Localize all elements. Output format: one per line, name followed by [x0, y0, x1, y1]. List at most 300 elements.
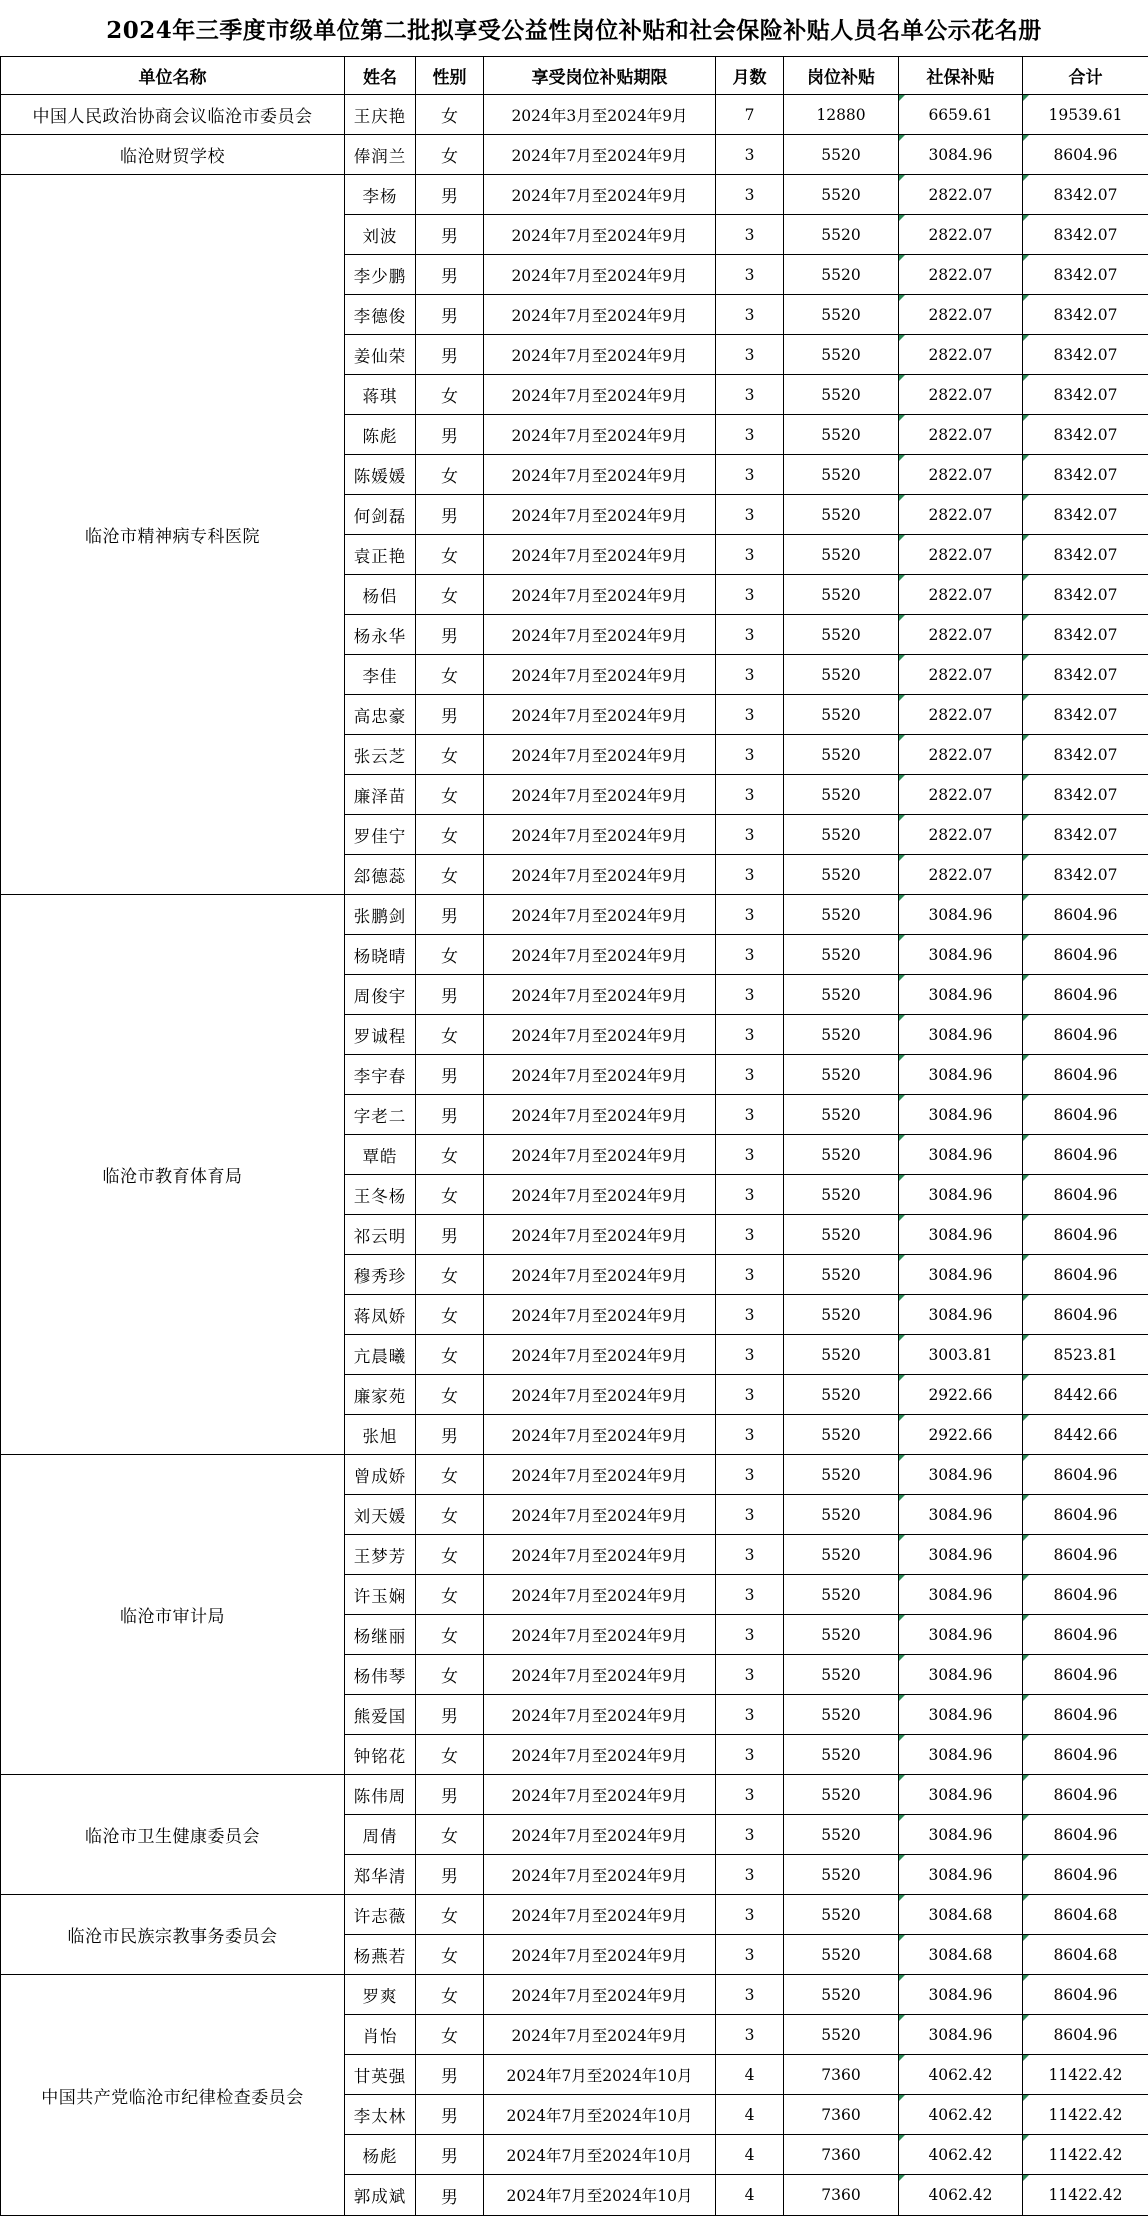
post-subsidy-cell: 5520: [784, 575, 899, 615]
months-cell: 3: [716, 1255, 784, 1295]
total-cell: 8604.68: [1023, 1895, 1148, 1935]
gender-cell: 女: [416, 855, 484, 895]
months-cell: 3: [716, 375, 784, 415]
subsidy-period-cell: 2024年7月至2024年9月: [484, 1175, 716, 1215]
gender-cell: 男: [416, 255, 484, 295]
subsidy-period-cell: 2024年7月至2024年10月: [484, 2095, 716, 2135]
gender-cell: 男: [416, 2135, 484, 2175]
social-subsidy-cell: 3084.96: [899, 1855, 1023, 1895]
subsidy-period-cell: 2024年7月至2024年9月: [484, 855, 716, 895]
gender-cell: 男: [416, 2095, 484, 2135]
subsidy-period-cell: 2024年7月至2024年9月: [484, 1495, 716, 1535]
table-row: [1, 95, 1148, 135]
person-name-cell: 罗爽: [345, 1975, 416, 2015]
gender-cell: 女: [416, 375, 484, 415]
social-subsidy-cell: 2822.07: [899, 815, 1023, 855]
total-cell: 8604.96: [1023, 135, 1148, 175]
person-name-cell: 蒋琪: [345, 375, 416, 415]
months-cell: 3: [716, 615, 784, 655]
subsidy-period-cell: 2024年7月至2024年9月: [484, 655, 716, 695]
gender-cell: 女: [416, 935, 484, 975]
person-name-cell: 张鹏剑: [345, 895, 416, 935]
subsidy-period-cell: 2024年7月至2024年9月: [484, 1015, 716, 1055]
person-name-cell: 蒋凤娇: [345, 1295, 416, 1335]
unit-name-cell: 临沧财贸学校: [1, 135, 345, 175]
subsidy-period-cell: 2024年7月至2024年9月: [484, 1135, 716, 1175]
post-subsidy-cell: 5520: [784, 1535, 899, 1575]
post-subsidy-cell: 5520: [784, 1095, 899, 1135]
subsidy-period-cell: 2024年7月至2024年9月: [484, 1775, 716, 1815]
person-name-cell: 袁正艳: [345, 535, 416, 575]
post-subsidy-cell: 5520: [784, 1175, 899, 1215]
social-subsidy-cell: 2822.07: [899, 415, 1023, 455]
subsidy-period-cell: 2024年7月至2024年9月: [484, 1215, 716, 1255]
unit-name-cell: 临沧市卫生健康委员会: [1, 1775, 345, 1895]
total-cell: 11422.42: [1023, 2175, 1148, 2216]
months-cell: 4: [716, 2135, 784, 2175]
post-subsidy-cell: 12880: [784, 95, 899, 135]
total-cell: 8604.96: [1023, 1175, 1148, 1215]
months-cell: 3: [716, 695, 784, 735]
months-cell: 3: [716, 1935, 784, 1975]
person-name-cell: 廉家苑: [345, 1375, 416, 1415]
header-name: 姓名: [345, 57, 416, 95]
gender-cell: 男: [416, 2055, 484, 2095]
social-subsidy-cell: 3084.96: [899, 975, 1023, 1015]
unit-name-cell: 临沧市审计局: [1, 1455, 345, 1775]
total-cell: 8342.07: [1023, 615, 1148, 655]
person-name-cell: 廉泽苗: [345, 775, 416, 815]
total-cell: 8342.07: [1023, 815, 1148, 855]
person-name-cell: 李太林: [345, 2095, 416, 2135]
total-cell: 8342.07: [1023, 415, 1148, 455]
total-cell: 8604.96: [1023, 1455, 1148, 1495]
total-cell: 8342.07: [1023, 575, 1148, 615]
post-subsidy-cell: 5520: [784, 975, 899, 1015]
subsidy-period-cell: 2024年7月至2024年9月: [484, 1695, 716, 1735]
person-name-cell: 杨继丽: [345, 1615, 416, 1655]
months-cell: 3: [716, 735, 784, 775]
total-cell: 8604.96: [1023, 975, 1148, 1015]
gender-cell: 男: [416, 695, 484, 735]
social-subsidy-cell: 2822.07: [899, 295, 1023, 335]
post-subsidy-cell: 5520: [784, 1735, 899, 1775]
document-title: 2024年三季度市级单位第二批拟享受公益性岗位补贴和社会保险补贴人员名单公示花名册: [106, 17, 1042, 44]
person-name-cell: 杨晓晴: [345, 935, 416, 975]
gender-cell: 男: [416, 975, 484, 1015]
social-subsidy-cell: 3003.81: [899, 1335, 1023, 1375]
social-subsidy-cell: 3084.96: [899, 1655, 1023, 1695]
subsidy-period-cell: 2024年7月至2024年9月: [484, 1535, 716, 1575]
person-name-cell: 李少鹏: [345, 255, 416, 295]
social-subsidy-cell: 3084.96: [899, 1175, 1023, 1215]
post-subsidy-cell: 5520: [784, 295, 899, 335]
months-cell: 3: [716, 335, 784, 375]
gender-cell: 女: [416, 1535, 484, 1575]
social-subsidy-cell: 3084.96: [899, 1015, 1023, 1055]
subsidy-period-cell: 2024年7月至2024年9月: [484, 815, 716, 855]
social-subsidy-cell: 2822.07: [899, 735, 1023, 775]
subsidy-period-cell: 2024年7月至2024年9月: [484, 335, 716, 375]
subsidy-period-cell: 2024年7月至2024年9月: [484, 695, 716, 735]
social-subsidy-cell: 3084.96: [899, 1575, 1023, 1615]
person-name-cell: 郐德蕊: [345, 855, 416, 895]
total-cell: 8523.81: [1023, 1335, 1148, 1375]
gender-cell: 男: [416, 895, 484, 935]
gender-cell: 男: [416, 1415, 484, 1455]
gender-cell: 女: [416, 1255, 484, 1295]
months-cell: 3: [716, 1455, 784, 1495]
post-subsidy-cell: 5520: [784, 1895, 899, 1935]
total-cell: 8604.96: [1023, 1615, 1148, 1655]
months-cell: 3: [716, 1015, 784, 1055]
social-subsidy-cell: 3084.96: [899, 1215, 1023, 1255]
total-cell: 8342.07: [1023, 335, 1148, 375]
total-cell: 8604.96: [1023, 1815, 1148, 1855]
social-subsidy-cell: 2822.07: [899, 535, 1023, 575]
gender-cell: 女: [416, 1815, 484, 1855]
months-cell: 3: [716, 1175, 784, 1215]
gender-cell: 女: [416, 1495, 484, 1535]
person-name-cell: 杨永华: [345, 615, 416, 655]
subsidy-period-cell: 2024年7月至2024年9月: [484, 255, 716, 295]
months-cell: 3: [716, 175, 784, 215]
social-subsidy-cell: 3084.96: [899, 1615, 1023, 1655]
total-cell: 8604.96: [1023, 1215, 1148, 1255]
gender-cell: 男: [416, 175, 484, 215]
post-subsidy-cell: 5520: [784, 335, 899, 375]
person-name-cell: 李佳: [345, 655, 416, 695]
gender-cell: 女: [416, 135, 484, 175]
total-cell: 8604.96: [1023, 1135, 1148, 1175]
person-name-cell: 甘英强: [345, 2055, 416, 2095]
months-cell: 4: [716, 2175, 784, 2216]
social-subsidy-cell: 2822.07: [899, 615, 1023, 655]
total-cell: 8442.66: [1023, 1415, 1148, 1455]
social-subsidy-cell: 3084.96: [899, 935, 1023, 975]
gender-cell: 女: [416, 535, 484, 575]
post-subsidy-cell: 5520: [784, 1615, 899, 1655]
header-months: 月数: [716, 57, 784, 95]
total-cell: 8342.07: [1023, 375, 1148, 415]
subsidy-period-cell: 2024年7月至2024年9月: [484, 1615, 716, 1655]
total-cell: 8604.96: [1023, 1295, 1148, 1335]
table-row: [1, 1775, 1148, 1815]
total-cell: 8604.96: [1023, 895, 1148, 935]
post-subsidy-cell: 5520: [784, 935, 899, 975]
gender-cell: 女: [416, 1975, 484, 2015]
gender-cell: 男: [416, 415, 484, 455]
gender-cell: 女: [416, 1895, 484, 1935]
social-subsidy-cell: 2822.07: [899, 855, 1023, 895]
subsidy-period-cell: 2024年7月至2024年9月: [484, 1935, 716, 1975]
post-subsidy-cell: 5520: [784, 455, 899, 495]
post-subsidy-cell: 5520: [784, 1375, 899, 1415]
gender-cell: 女: [416, 1335, 484, 1375]
subsidy-period-cell: 2024年7月至2024年9月: [484, 1335, 716, 1375]
post-subsidy-cell: 5520: [784, 735, 899, 775]
months-cell: 3: [716, 1855, 784, 1895]
social-subsidy-cell: 3084.96: [899, 1255, 1023, 1295]
social-subsidy-cell: 4062.42: [899, 2095, 1023, 2135]
gender-cell: 女: [416, 655, 484, 695]
post-subsidy-cell: 5520: [784, 215, 899, 255]
post-subsidy-cell: 5520: [784, 1455, 899, 1495]
post-subsidy-cell: 5520: [784, 415, 899, 455]
post-subsidy-cell: 5520: [784, 1695, 899, 1735]
subsidy-period-cell: 2024年7月至2024年9月: [484, 735, 716, 775]
post-subsidy-cell: 5520: [784, 695, 899, 735]
header-total: 合计: [1023, 57, 1148, 95]
months-cell: 3: [716, 1135, 784, 1175]
post-subsidy-cell: 5520: [784, 2015, 899, 2055]
subsidy-period-cell: 2024年7月至2024年9月: [484, 1855, 716, 1895]
person-name-cell: 字老二: [345, 1095, 416, 1135]
total-cell: 8604.96: [1023, 1495, 1148, 1535]
social-subsidy-cell: 4062.42: [899, 2175, 1023, 2216]
person-name-cell: 穆秀珍: [345, 1255, 416, 1295]
header-unit: 单位名称: [1, 57, 345, 95]
post-subsidy-cell: 7360: [784, 2175, 899, 2216]
gender-cell: 女: [416, 1015, 484, 1055]
social-subsidy-cell: 3084.96: [899, 1535, 1023, 1575]
months-cell: 3: [716, 535, 784, 575]
gender-cell: 男: [416, 1775, 484, 1815]
subsidy-period-cell: 2024年7月至2024年10月: [484, 2135, 716, 2175]
months-cell: 3: [716, 255, 784, 295]
months-cell: 7: [716, 95, 784, 135]
total-cell: 8604.96: [1023, 1255, 1148, 1295]
person-name-cell: 高忠豪: [345, 695, 416, 735]
social-subsidy-cell: 3084.96: [899, 1055, 1023, 1095]
person-name-cell: 何剑磊: [345, 495, 416, 535]
months-cell: 3: [716, 295, 784, 335]
social-subsidy-cell: 3084.96: [899, 135, 1023, 175]
gender-cell: 男: [416, 1095, 484, 1135]
subsidy-period-cell: 2024年7月至2024年9月: [484, 535, 716, 575]
person-name-cell: 张旭: [345, 1415, 416, 1455]
gender-cell: 男: [416, 295, 484, 335]
subsidy-period-cell: 2024年7月至2024年9月: [484, 1375, 716, 1415]
gender-cell: 男: [416, 1215, 484, 1255]
subsidy-period-cell: 2024年7月至2024年9月: [484, 1815, 716, 1855]
gender-cell: 男: [416, 1695, 484, 1735]
gender-cell: 男: [416, 495, 484, 535]
total-cell: 8342.07: [1023, 655, 1148, 695]
person-name-cell: 钟铭花: [345, 1735, 416, 1775]
unit-name-cell: 临沧市民族宗教事务委员会: [1, 1895, 345, 1975]
table-row: [1, 1455, 1148, 1495]
post-subsidy-cell: 5520: [784, 1655, 899, 1695]
person-name-cell: 罗佳宁: [345, 815, 416, 855]
subsidy-period-cell: 2024年7月至2024年9月: [484, 2015, 716, 2055]
total-cell: 8604.96: [1023, 1695, 1148, 1735]
post-subsidy-cell: 5520: [784, 1255, 899, 1295]
subsidy-period-cell: 2024年7月至2024年9月: [484, 975, 716, 1015]
months-cell: 4: [716, 2095, 784, 2135]
total-cell: 11422.42: [1023, 2055, 1148, 2095]
header-post-subsidy: 岗位补贴: [784, 57, 899, 95]
social-subsidy-cell: 3084.96: [899, 1815, 1023, 1855]
table-row: [1, 175, 1148, 215]
total-cell: 8342.07: [1023, 295, 1148, 335]
post-subsidy-cell: 5520: [784, 1495, 899, 1535]
months-cell: 3: [716, 215, 784, 255]
social-subsidy-cell: 2922.66: [899, 1415, 1023, 1455]
person-name-cell: 郑华清: [345, 1855, 416, 1895]
person-name-cell: 李杨: [345, 175, 416, 215]
person-name-cell: 罗诚程: [345, 1015, 416, 1055]
post-subsidy-cell: 5520: [784, 1335, 899, 1375]
social-subsidy-cell: 2822.07: [899, 375, 1023, 415]
subsidy-period-cell: 2024年7月至2024年9月: [484, 1415, 716, 1455]
unit-name-cell: 中国共产党临沧市纪律检查委员会: [1, 1975, 345, 2216]
social-subsidy-cell: 3084.68: [899, 1895, 1023, 1935]
gender-cell: 女: [416, 1375, 484, 1415]
header-period: 享受岗位补贴期限: [484, 57, 716, 95]
post-subsidy-cell: 5520: [784, 615, 899, 655]
unit-name-cell: 中国人民政治协商会议临沧市委员会: [1, 95, 345, 135]
months-cell: 3: [716, 1375, 784, 1415]
table-row: [1, 1895, 1148, 1935]
person-name-cell: 肖怡: [345, 2015, 416, 2055]
post-subsidy-cell: 5520: [784, 1015, 899, 1055]
post-subsidy-cell: 5520: [784, 815, 899, 855]
social-subsidy-cell: 2822.07: [899, 335, 1023, 375]
months-cell: 3: [716, 1535, 784, 1575]
person-name-cell: 张云芝: [345, 735, 416, 775]
total-cell: 8604.96: [1023, 1535, 1148, 1575]
total-cell: 8342.07: [1023, 855, 1148, 895]
person-name-cell: 许玉娴: [345, 1575, 416, 1615]
total-cell: 8342.07: [1023, 535, 1148, 575]
post-subsidy-cell: 5520: [784, 255, 899, 295]
months-cell: 3: [716, 2015, 784, 2055]
subsidy-period-cell: 2024年7月至2024年9月: [484, 415, 716, 455]
gender-cell: 女: [416, 735, 484, 775]
months-cell: 4: [716, 2055, 784, 2095]
person-name-cell: 周俊宇: [345, 975, 416, 1015]
subsidy-period-cell: 2024年7月至2024年9月: [484, 175, 716, 215]
gender-cell: 女: [416, 1735, 484, 1775]
subsidy-period-cell: 2024年7月至2024年9月: [484, 615, 716, 655]
social-subsidy-cell: 2822.07: [899, 495, 1023, 535]
unit-name-cell: 临沧市精神病专科医院: [1, 175, 345, 895]
person-name-cell: 亢晨曦: [345, 1335, 416, 1375]
months-cell: 3: [716, 1295, 784, 1335]
subsidy-period-cell: 2024年7月至2024年9月: [484, 1055, 716, 1095]
table-row: [1, 1975, 1148, 2015]
subsidy-period-cell: 2024年7月至2024年9月: [484, 375, 716, 415]
total-cell: 8604.96: [1023, 1855, 1148, 1895]
total-cell: 8342.07: [1023, 775, 1148, 815]
months-cell: 3: [716, 895, 784, 935]
social-subsidy-cell: 3084.96: [899, 1975, 1023, 2015]
total-cell: 8604.96: [1023, 1775, 1148, 1815]
social-subsidy-cell: 3084.96: [899, 1295, 1023, 1335]
months-cell: 3: [716, 1335, 784, 1375]
total-cell: 8342.07: [1023, 455, 1148, 495]
months-cell: 3: [716, 1495, 784, 1535]
months-cell: 3: [716, 855, 784, 895]
post-subsidy-cell: 5520: [784, 655, 899, 695]
months-cell: 3: [716, 1695, 784, 1735]
social-subsidy-cell: 2922.66: [899, 1375, 1023, 1415]
gender-cell: 女: [416, 2015, 484, 2055]
total-cell: 8342.07: [1023, 175, 1148, 215]
social-subsidy-cell: 4062.42: [899, 2055, 1023, 2095]
post-subsidy-cell: 5520: [784, 375, 899, 415]
months-cell: 3: [716, 1215, 784, 1255]
months-cell: 3: [716, 1655, 784, 1695]
post-subsidy-cell: 5520: [784, 135, 899, 175]
post-subsidy-cell: 5520: [784, 1135, 899, 1175]
person-name-cell: 杨侣: [345, 575, 416, 615]
subsidy-period-cell: 2024年7月至2024年9月: [484, 1655, 716, 1695]
months-cell: 3: [716, 975, 784, 1015]
total-cell: 8342.07: [1023, 495, 1148, 535]
post-subsidy-cell: 5520: [784, 855, 899, 895]
header-row: [1, 57, 1148, 95]
subsidy-period-cell: 2024年7月至2024年9月: [484, 1455, 716, 1495]
header-gender: 性别: [416, 57, 484, 95]
person-name-cell: 杨燕若: [345, 1935, 416, 1975]
person-name-cell: 覃皓: [345, 1135, 416, 1175]
gender-cell: 女: [416, 1655, 484, 1695]
gender-cell: 女: [416, 455, 484, 495]
post-subsidy-cell: 5520: [784, 1775, 899, 1815]
social-subsidy-cell: 3084.96: [899, 895, 1023, 935]
months-cell: 3: [716, 775, 784, 815]
post-subsidy-cell: 5520: [784, 1855, 899, 1895]
total-cell: 8342.07: [1023, 255, 1148, 295]
subsidy-period-cell: 2024年7月至2024年9月: [484, 1975, 716, 2015]
subsidy-period-cell: 2024年7月至2024年9月: [484, 575, 716, 615]
subsidy-period-cell: 2024年7月至2024年9月: [484, 215, 716, 255]
post-subsidy-cell: 7360: [784, 2055, 899, 2095]
person-name-cell: 熊爱国: [345, 1695, 416, 1735]
months-cell: 3: [716, 1735, 784, 1775]
gender-cell: 女: [416, 1175, 484, 1215]
months-cell: 3: [716, 1775, 784, 1815]
months-cell: 3: [716, 1575, 784, 1615]
months-cell: 3: [716, 1815, 784, 1855]
post-subsidy-cell: 7360: [784, 2135, 899, 2175]
subsidy-period-cell: 2024年7月至2024年9月: [484, 295, 716, 335]
table-row: [1, 895, 1148, 935]
total-cell: 8604.96: [1023, 2015, 1148, 2055]
post-subsidy-cell: 5520: [784, 175, 899, 215]
months-cell: 3: [716, 815, 784, 855]
person-name-cell: 陈伟周: [345, 1775, 416, 1815]
post-subsidy-cell: 5520: [784, 1975, 899, 2015]
social-subsidy-cell: 3084.96: [899, 1735, 1023, 1775]
social-subsidy-cell: 3084.96: [899, 1135, 1023, 1175]
total-cell: 19539.61: [1023, 95, 1148, 135]
months-cell: 3: [716, 495, 784, 535]
post-subsidy-cell: 5520: [784, 1295, 899, 1335]
person-name-cell: 郭成斌: [345, 2175, 416, 2216]
subsidy-period-cell: 2024年7月至2024年10月: [484, 2175, 716, 2216]
post-subsidy-cell: 5520: [784, 895, 899, 935]
gender-cell: 女: [416, 1575, 484, 1615]
person-name-cell: 李宇春: [345, 1055, 416, 1095]
months-cell: 3: [716, 1895, 784, 1935]
table-row: [1, 135, 1148, 175]
person-name-cell: 曾成娇: [345, 1455, 416, 1495]
post-subsidy-cell: 5520: [784, 1575, 899, 1615]
months-cell: 3: [716, 455, 784, 495]
